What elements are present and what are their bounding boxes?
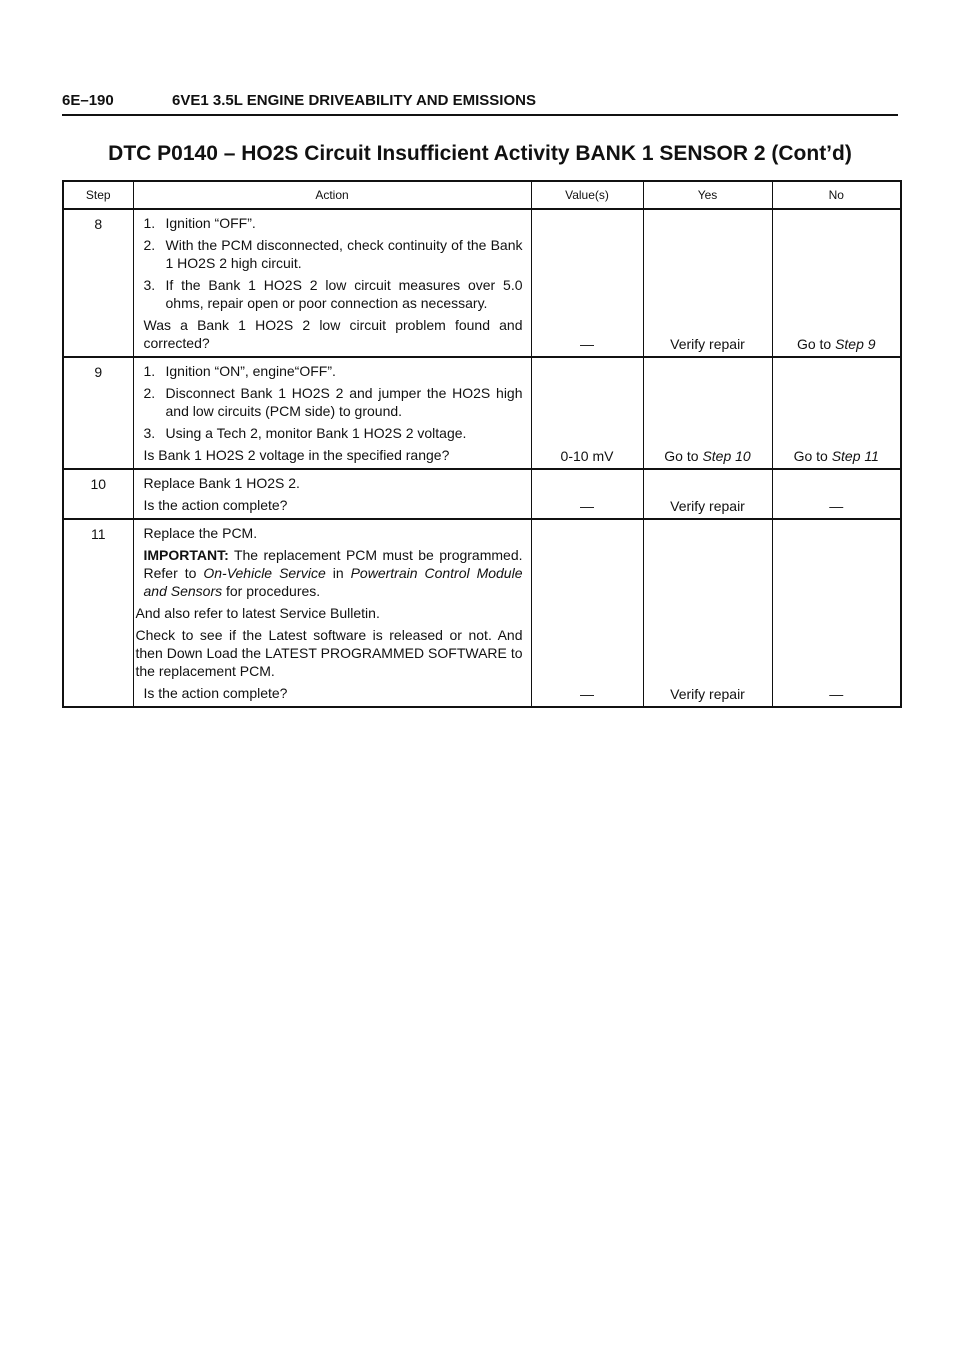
- action-item: 1. Ignition “ON”, engine“OFF”.: [143, 363, 336, 379]
- step-reference: Step 11: [831, 448, 879, 464]
- yes-cell: Verify repair: [643, 209, 772, 357]
- no-cell: Go to Step 11: [772, 357, 901, 469]
- yes-cell: Verify repair: [643, 469, 772, 519]
- action-item: 1. Ignition “OFF”.: [143, 215, 256, 231]
- page-header: [62, 90, 898, 116]
- important-note: IMPORTANT: The replacement PCM must be programmed. Refer to On-Vehicle Service in Powertrain Control Module and Sensors for procedures.: [143, 547, 535, 599]
- value-cell: —: [531, 519, 643, 707]
- table-row-step-11: [63, 519, 901, 707]
- action-text: Replace Bank 1 HO2S 2.: [143, 475, 300, 491]
- page-title: DTC P0140 – HO2S Circuit Insufficient Activity BANK 1 SENSOR 2 (Cont’d): [108, 142, 852, 165]
- action-cell: [133, 519, 535, 707]
- diagnostic-table: [62, 180, 902, 708]
- yes-cell: Go to Step 10: [643, 357, 772, 469]
- column-header-action: Action: [133, 181, 531, 209]
- column-header-no: No: [772, 181, 901, 209]
- header-rule: [62, 114, 898, 116]
- action-question: Is the action complete?: [143, 497, 288, 513]
- value-cell: 0-10 mV: [531, 357, 643, 469]
- step-number: 8: [63, 209, 133, 357]
- service-bulletin-note: And also refer to latest Service Bulletin.: [135, 605, 380, 621]
- action-cell: [133, 209, 531, 357]
- reference-link-text: On-Vehicle Service: [203, 565, 326, 581]
- no-cell: Go to Step 9: [772, 209, 901, 357]
- step-number: 11: [63, 519, 133, 707]
- action-question: Was a Bank 1 HO2S 2 low circuit problem found and corrected?: [143, 317, 523, 351]
- software-note: Check to see if the Latest software is released or not. And then Down Load the LATEST PROGRAMMED SOFTWARE to the replacement PCM.: [135, 627, 523, 679]
- page-number: 6E–190: [62, 92, 114, 109]
- yes-cell: Verify repair: [643, 519, 772, 707]
- step-number: 9: [63, 357, 133, 469]
- step-number: 10: [63, 469, 133, 519]
- section-title: 6VE1 3.5L ENGINE DRIVEABILITY AND EMISSIONS: [172, 92, 536, 109]
- column-header-yes: Yes: [643, 181, 772, 209]
- value-cell: —: [531, 469, 643, 519]
- value-cell: —: [531, 209, 643, 357]
- table-row-step-9: [63, 357, 901, 469]
- action-text: Replace the PCM.: [143, 525, 258, 541]
- important-label: IMPORTANT:: [143, 547, 229, 563]
- step-reference: Step 10: [702, 448, 751, 464]
- table-row-step-10: [63, 469, 901, 519]
- action-item: 3. If the Bank 1 HO2S 2 low circuit measures over 5.0 ohms, repair open or poor connection as necessary.: [143, 277, 523, 311]
- action-item: 3. Using a Tech 2, monitor Bank 1 HO2S 2 voltage.: [143, 425, 467, 441]
- no-cell: —: [772, 469, 901, 519]
- step-reference: Step 9: [835, 336, 876, 352]
- action-item: 2. Disconnect Bank 1 HO2S 2 and jumper the HO2S high and low circuits (PCM side) to ground.: [143, 385, 523, 419]
- action-item: 2. With the PCM disconnected, check continuity of the Bank 1 HO2S 2 high circuit.: [143, 237, 523, 271]
- no-cell: —: [772, 519, 901, 707]
- reference-link-text: Powertrain Control Module and Sensors: [143, 565, 523, 599]
- action-cell: [133, 469, 531, 519]
- column-header-values: Value(s): [531, 181, 643, 209]
- column-header-step: Step: [63, 181, 133, 209]
- action-question: Is the action complete?: [143, 685, 288, 701]
- action-question: Is Bank 1 HO2S 2 voltage in the specified range?: [143, 447, 450, 463]
- table-row-step-8: [63, 209, 901, 357]
- table-header-row: [63, 181, 901, 209]
- action-cell: [133, 357, 531, 469]
